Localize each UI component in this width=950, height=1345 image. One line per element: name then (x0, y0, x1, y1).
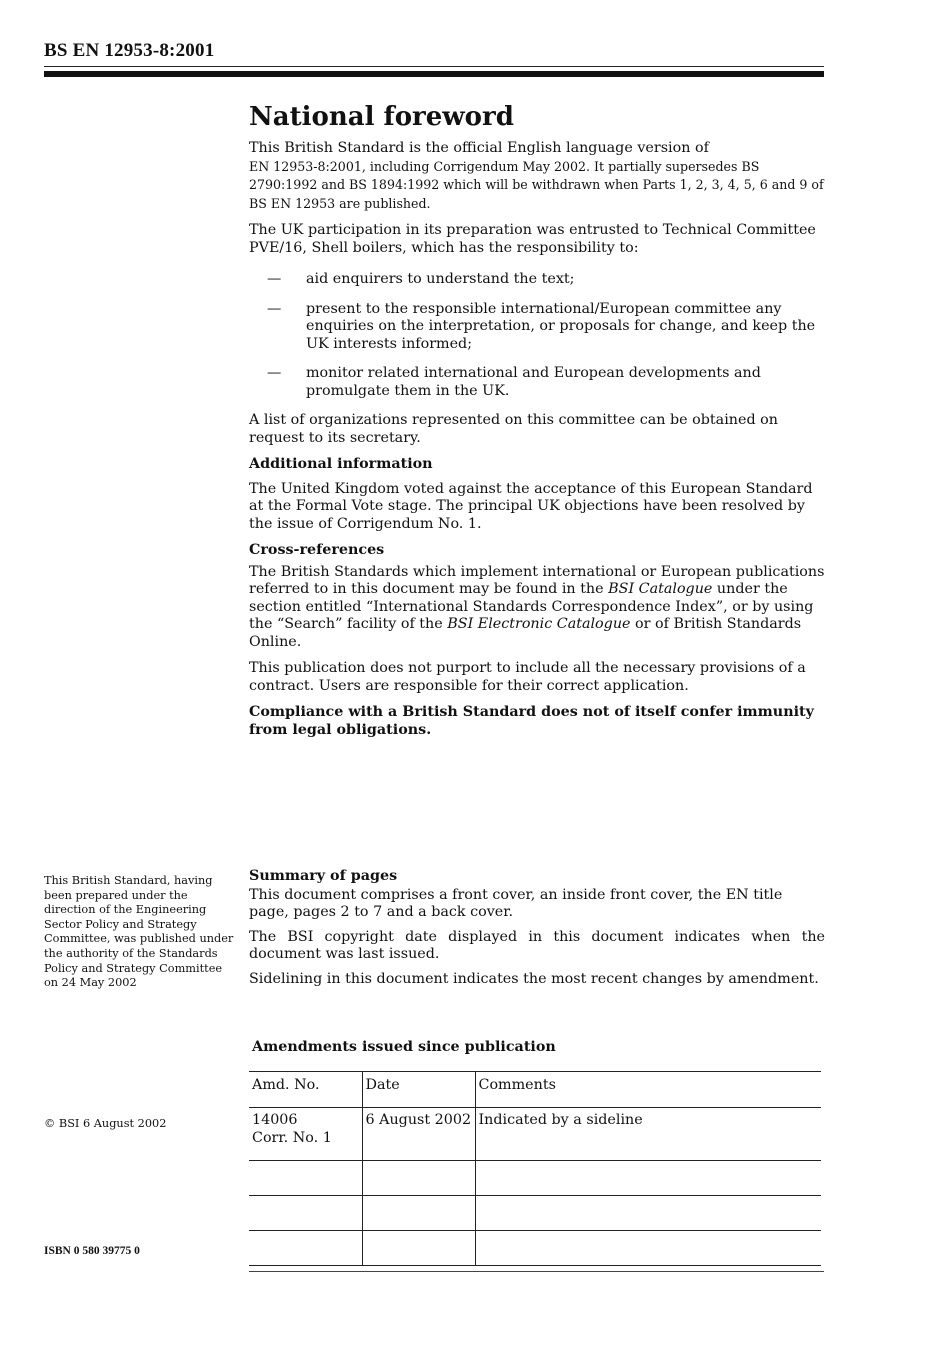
cell-comment: Indicated by a sideline (475, 1108, 821, 1161)
additional-info-paragraph: The United Kingdom voted against the acceptance of this European Standard at the Formal Vote stage. The principal UK objections have been resolved by the issue of Corrigendum No. 1. (249, 480, 813, 532)
crossref-text: or of British Standards Online. (249, 616, 802, 650)
intro-line1: This British Standard is the official English language version of (249, 140, 709, 156)
isbn: ISBN 0 580 39775 0 (44, 1245, 140, 1257)
dash-bullet: — (267, 271, 282, 287)
provisions-paragraph: This publication does not purport to include all the necessary provisions of a contract. Users are responsible for their correct application. (249, 660, 806, 694)
publication-note: This British Standard, having been prepared under the direction of the Engineering Sector Policy and Strategy Committee, was published under the authority of the Standards Policy and Strategy Committee on 24 May 2002 (44, 874, 234, 990)
amd-number: 14006 (252, 1112, 298, 1128)
national-foreword (249, 100, 825, 748)
summary-heading: Summary of pages (249, 868, 398, 884)
crossref-text: under the section entitled “International Standards Correspondence Index”, or by using the “Search” facility of the (249, 581, 814, 632)
list-item (249, 301, 825, 354)
cross-references-heading: Cross-references (249, 542, 385, 558)
responsibility-list (249, 271, 825, 400)
empty-cell (249, 1196, 362, 1231)
compliance-note: Compliance with a British Standard does not of itself confer immunity from legal obligations. (249, 704, 814, 738)
bsi-catalogue-ref: BSI Catalogue (608, 581, 713, 597)
header-rule-thick (44, 71, 824, 77)
page-title: National foreword (249, 102, 514, 132)
table-header-row (249, 1072, 821, 1108)
intro-line2: EN 12953-8:2001, including Corrigendum May 2002. It partially supersedes BS 2790:1992 and BS 1894:1992 which will be withdrawn when Parts 1, 2, 3, 4, 5, 6 and 9 of BS EN 12953 are published. (249, 158, 824, 211)
additional-info-heading: Additional information (249, 456, 433, 472)
list-item (249, 271, 825, 289)
table-row (249, 1161, 821, 1196)
list-item-text: present to the responsible international/European committee any enquiries on the interpretation, or proposals for change, and keep the UK interests informed; (306, 300, 816, 352)
copyright-date-text: The BSI copyright date displayed in this document indicates when the document was last issued. (249, 928, 825, 962)
list-item (249, 365, 825, 400)
amendments-table (249, 1071, 821, 1266)
summary-pages-text: This document comprises a front cover, an inside front cover, the EN title page, pages 2 to 7 and a back cover. (249, 886, 783, 920)
header-date: Date (362, 1072, 475, 1108)
dash-bullet: — (267, 365, 282, 381)
bsi-electronic-catalogue-ref: BSI Electronic Catalogue (447, 616, 631, 632)
cell-amd-no (249, 1108, 362, 1161)
copyright-notice: © BSI 6 August 2002 (44, 1117, 167, 1130)
corrigendum-number: Corr. No. 1 (252, 1129, 332, 1146)
table-row (249, 1196, 821, 1231)
empty-cell (475, 1231, 821, 1266)
dash-bullet: — (267, 300, 282, 317)
header-comments: Comments (475, 1072, 821, 1108)
list-item-text: monitor related international and European developments and promulgate them in the UK. (306, 365, 761, 399)
table-row (249, 1231, 821, 1266)
organizations-paragraph: A list of organizations represented on this committee can be obtained on request to its secretary. (249, 412, 778, 446)
empty-cell (362, 1161, 475, 1196)
amendments-title: Amendments issued since publication (252, 1039, 556, 1055)
empty-cell (249, 1231, 362, 1266)
intro-paragraph (249, 140, 825, 213)
empty-cell (249, 1161, 362, 1196)
participation-paragraph: The UK participation in its preparation was entrusted to Technical Committee PVE/16, Shell boilers, which has the responsibility to: (249, 222, 816, 256)
list-item-text: aid enquirers to understand the text; (306, 271, 575, 287)
empty-cell (475, 1161, 821, 1196)
empty-cell (362, 1231, 475, 1266)
header-amd-no: Amd. No. (249, 1072, 362, 1108)
footer-rule (249, 1271, 824, 1272)
summary-of-pages (249, 868, 825, 995)
sidelining-text: Sidelining in this document indicates the most recent changes by amendment. (249, 970, 819, 987)
crossref-text: The British Standards which implement international or European publications referred to in this document may be found in the (249, 563, 825, 597)
cross-references-paragraph (249, 564, 825, 652)
empty-cell (362, 1196, 475, 1231)
header-rule-thin (44, 66, 824, 67)
cell-date: 6 August 2002 (362, 1108, 475, 1161)
standard-code: BS EN 12953-8:2001 (44, 40, 215, 61)
table-row (249, 1108, 821, 1161)
empty-cell (475, 1196, 821, 1231)
